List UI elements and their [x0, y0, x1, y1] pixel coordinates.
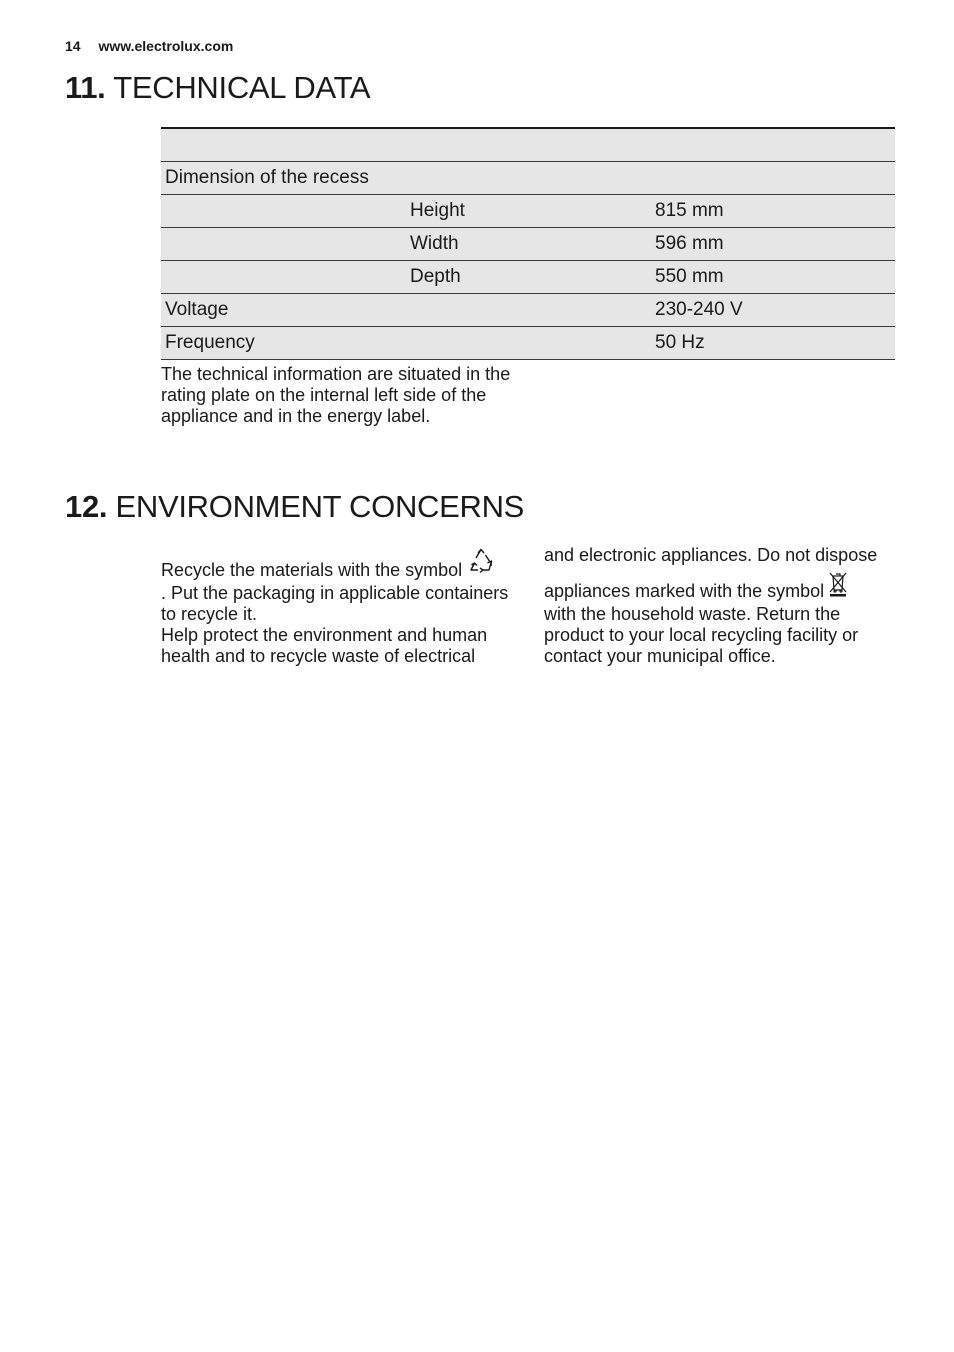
environment-left-column	[161, 548, 521, 667]
table-cell: 230-240 V	[651, 293, 895, 326]
table-cell: 815 mm	[651, 194, 895, 227]
packaging-text: . Put the packaging in applicable containers to recycle it.	[161, 583, 509, 624]
table-cell	[161, 194, 406, 227]
table-cell: Depth	[406, 260, 651, 293]
section-11-heading: TECHNICAL DATA	[113, 70, 371, 105]
table-cell: Voltage	[161, 293, 406, 326]
dispose-text: and electronic appliances. Do not dispose	[544, 545, 878, 565]
table-cell	[406, 293, 651, 326]
table-row	[161, 260, 895, 293]
table-cell: 50 Hz	[651, 326, 895, 359]
technical-data-table	[161, 127, 895, 360]
table-cell: 550 mm	[651, 260, 895, 293]
table-cell: Height	[406, 194, 651, 227]
page-number: 14	[65, 38, 81, 54]
table-cell: 596 mm	[651, 227, 895, 260]
table-row	[161, 326, 895, 359]
section-11-title	[65, 70, 370, 106]
recycle-text: Recycle the materials with the symbol	[161, 560, 463, 580]
section-12-title	[65, 489, 524, 525]
table-cell	[161, 128, 406, 161]
table-cell	[161, 227, 406, 260]
weee-text: appliances marked with the symbol	[544, 581, 825, 601]
protect-text: Help protect the environment and human health and to recycle waste of electrical	[161, 625, 488, 666]
crossed-bin-icon	[829, 571, 847, 602]
recycle-icon	[467, 548, 495, 581]
page-header	[65, 38, 233, 54]
table-row	[161, 161, 895, 194]
table-cell: Frequency	[161, 326, 406, 359]
recycle-line	[161, 548, 521, 581]
table-header-row	[161, 128, 895, 161]
section-12-heading: ENVIRONMENT CONCERNS	[115, 489, 525, 524]
table-cell	[406, 326, 651, 359]
table-row	[161, 293, 895, 326]
return-text: with the household waste. Return the product to your local recycling facility or contact your municipal office.	[544, 604, 859, 666]
technical-note: The technical information are situated in the rating plate on the internal left side of the appliance and in the energy label.	[161, 364, 511, 426]
table-row	[161, 194, 895, 227]
environment-right-column	[544, 545, 904, 667]
table-cell: Width	[406, 227, 651, 260]
section-12-number: 12.	[65, 489, 108, 524]
table-cell: Dimension of the recess	[161, 161, 895, 194]
table-cell	[651, 128, 895, 161]
section-11-number: 11.	[65, 70, 106, 105]
weee-line	[544, 571, 904, 602]
table-cell	[161, 260, 406, 293]
table-row	[161, 227, 895, 260]
website: www.electrolux.com	[98, 38, 234, 54]
table-cell	[406, 128, 651, 161]
